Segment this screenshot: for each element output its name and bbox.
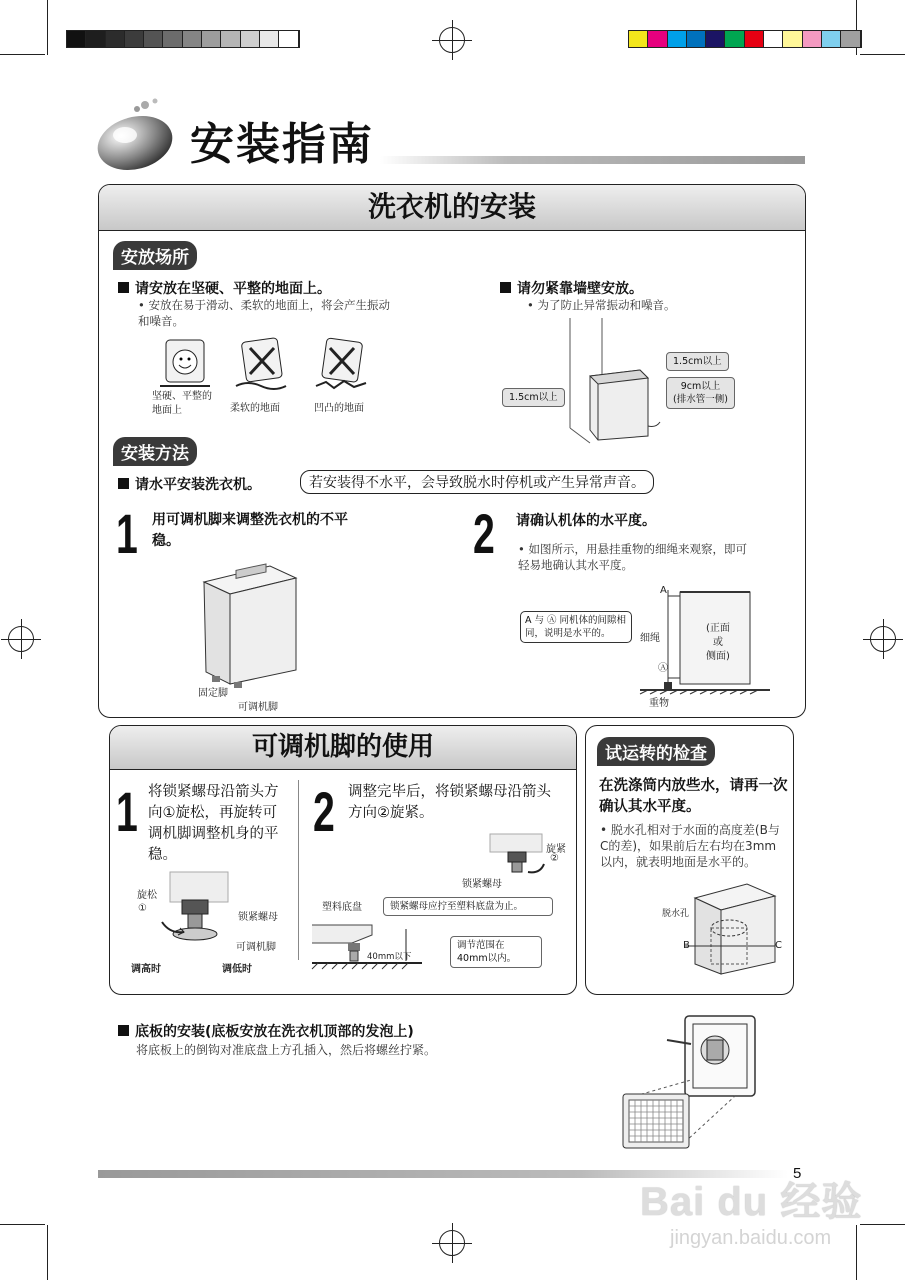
color-swatch [841,31,860,47]
crop-mark [860,54,905,55]
color-swatch [668,31,687,47]
legs-step1-number: 1 [116,780,138,843]
install-step2-text: 请确认机体的水平度。 [516,513,656,529]
legs-divider [298,780,299,960]
trial-heading: 在洗涤筒内放些水，请再一次确认其水平度。 [599,778,788,815]
color-swatch [221,31,240,47]
color-swatch [687,31,706,47]
color-swatch [163,31,182,47]
40mm-label: 40mm以下 [367,952,412,962]
gap-side-label: 9cm以上 (排水管一侧) [666,377,735,409]
install-step2-note: • 如图所示，用悬挂重物的细绳来观察，即可轻易地确认其水平度。 [518,542,747,572]
tighten-label: 旋紧 [546,844,566,855]
hard-floor-icon [160,336,210,391]
plumb-callout: A 与 Ⓐ 同机体的间隙相同，说明是水平的。 [520,611,632,643]
color-swatch [822,31,841,47]
tighten-direction-label: ② [550,853,559,864]
registration-mark [8,626,34,652]
adjustable-foot-label: 可调机脚 [238,702,278,713]
plumb-a-label: A [660,585,667,596]
legs-step2-number: 2 [313,780,335,843]
uneven-floor-icon [316,336,366,391]
install-panel-title: 洗衣机的安装 [99,185,805,231]
wall-clearance-illustration [560,318,670,448]
crop-mark [47,1225,48,1280]
install-step1-number: 1 [116,502,138,565]
color-swatch [783,31,802,47]
base-plate-illustration [615,1010,760,1155]
location-left-heading: 请安放在坚硬、平整的地面上。 [118,278,331,298]
crop-mark [47,0,48,55]
method-warning: 若安装得不水平，会导致脱水时停机或产生异常声音。 [300,470,654,494]
color-swatch [260,31,279,47]
fixed-foot-label: 固定脚 [198,688,228,699]
page-number: 5 [793,1165,802,1182]
legs-panel-title: 可调机脚的使用 [110,726,576,770]
floor-label-hard: 坚硬、平整的地面上 [152,391,212,416]
raise-label: 调高时 [131,964,161,975]
method-tag: 安装方法 [113,437,197,466]
color-swatch [803,31,822,47]
plumb-line-illustration [640,590,770,700]
lock-nut-loosen-illustration [150,872,240,952]
crop-mark [860,1224,905,1225]
lock-nut-label-2: 锁紧螺母 [462,879,502,890]
color-swatch [183,31,202,47]
color-swatch [202,31,221,47]
color-swatch [125,31,144,47]
lower-label: 调低时 [222,964,252,975]
color-swatch [279,31,298,47]
page-title: 安装指南 [190,119,374,170]
gap-top-label: 1.5cm以上 [666,352,729,371]
soft-floor-icon [236,336,286,391]
b-label: B [683,940,690,951]
crop-mark [0,54,45,55]
legs-step1-text: 将锁紧螺母沿箭头方向①旋松，再旋转可调机脚调整机身的平稳。 [148,784,279,863]
loosen-direction-label: ① [138,903,147,914]
floor-label-uneven: 凹凸的地面 [314,403,364,414]
base-note: 将底板上的倒钩对准底盘上方孔插入，然后将螺丝拧紧。 [136,1043,437,1057]
color-bar [628,30,862,48]
location-left-note: • 安放在易于滑动、柔软的地面上，将会产生振动和噪音。 [138,298,390,328]
weight-label: 重物 [649,698,669,709]
plastic-base-label: 塑料底盘 [322,902,362,913]
adjustable-leg-label: 可调机脚 [236,942,276,953]
grayscale-bar [66,30,300,48]
color-swatch [67,31,86,47]
location-tag: 安放场所 [113,241,197,270]
color-swatch [629,31,648,47]
loosen-label: 旋松 [137,890,157,901]
adjust-range-callout: 调节范围在40mm以内。 [450,936,542,968]
registration-mark [439,27,465,53]
registration-mark [439,1230,465,1256]
c-label: C [775,940,782,951]
method-heading: 请水平安装洗衣机。 [118,474,261,494]
legs-step2-text: 调整完毕后，将锁紧螺母沿箭头方向②旋紧。 [348,784,551,821]
location-right-note: • 为了防止异常振动和噪音。 [527,298,676,312]
install-step2-number: 2 [473,502,495,565]
color-swatch [725,31,744,47]
location-right-heading: 请勿紧靠墙壁安放。 [500,278,643,298]
registration-mark [870,626,896,652]
washer-front-illustration [200,560,300,690]
trial-washer-illustration [685,878,785,978]
color-swatch [648,31,667,47]
lock-nut-callout: 锁紧螺母应拧至塑料底盘为止。 [383,897,553,916]
plumb-a-circle-label: Ⓐ [658,663,668,674]
gap-back-label: 1.5cm以上 [502,388,565,407]
color-swatch [106,31,125,47]
drain-hole-label: 脱水孔 [662,909,690,919]
string-label: 细绳 [640,633,660,644]
color-swatch [706,31,725,47]
water-drop-logo-icon [95,95,185,175]
watermark-logo: Bai du 经验 [640,1180,863,1224]
color-swatch [241,31,260,47]
color-swatch [764,31,783,47]
title-rule [380,156,805,164]
color-swatch [86,31,105,47]
watermark-url: jingyan.baidu.com [670,1227,832,1249]
base-heading: 底板的安装(底板安放在洗衣机顶部的发泡上) [118,1021,414,1041]
front-or-side-label: (正面 或 侧面) [706,623,730,662]
color-swatch [144,31,163,47]
watermark [640,1170,862,1250]
floor-label-soft: 柔软的地面 [230,403,280,414]
crop-mark [0,1224,45,1225]
lock-nut-label: 锁紧螺母 [238,912,278,923]
trial-tag: 试运转的检查 [597,737,715,766]
trial-note: • 脱水孔相对于水面的高度差(B与C的差)，如果前后左右均在3mm以内，就表明地面是水平的。 [600,823,780,869]
color-swatch [745,31,764,47]
install-step1-text: 用可调机脚来调整洗衣机的不平稳。 [152,512,348,549]
